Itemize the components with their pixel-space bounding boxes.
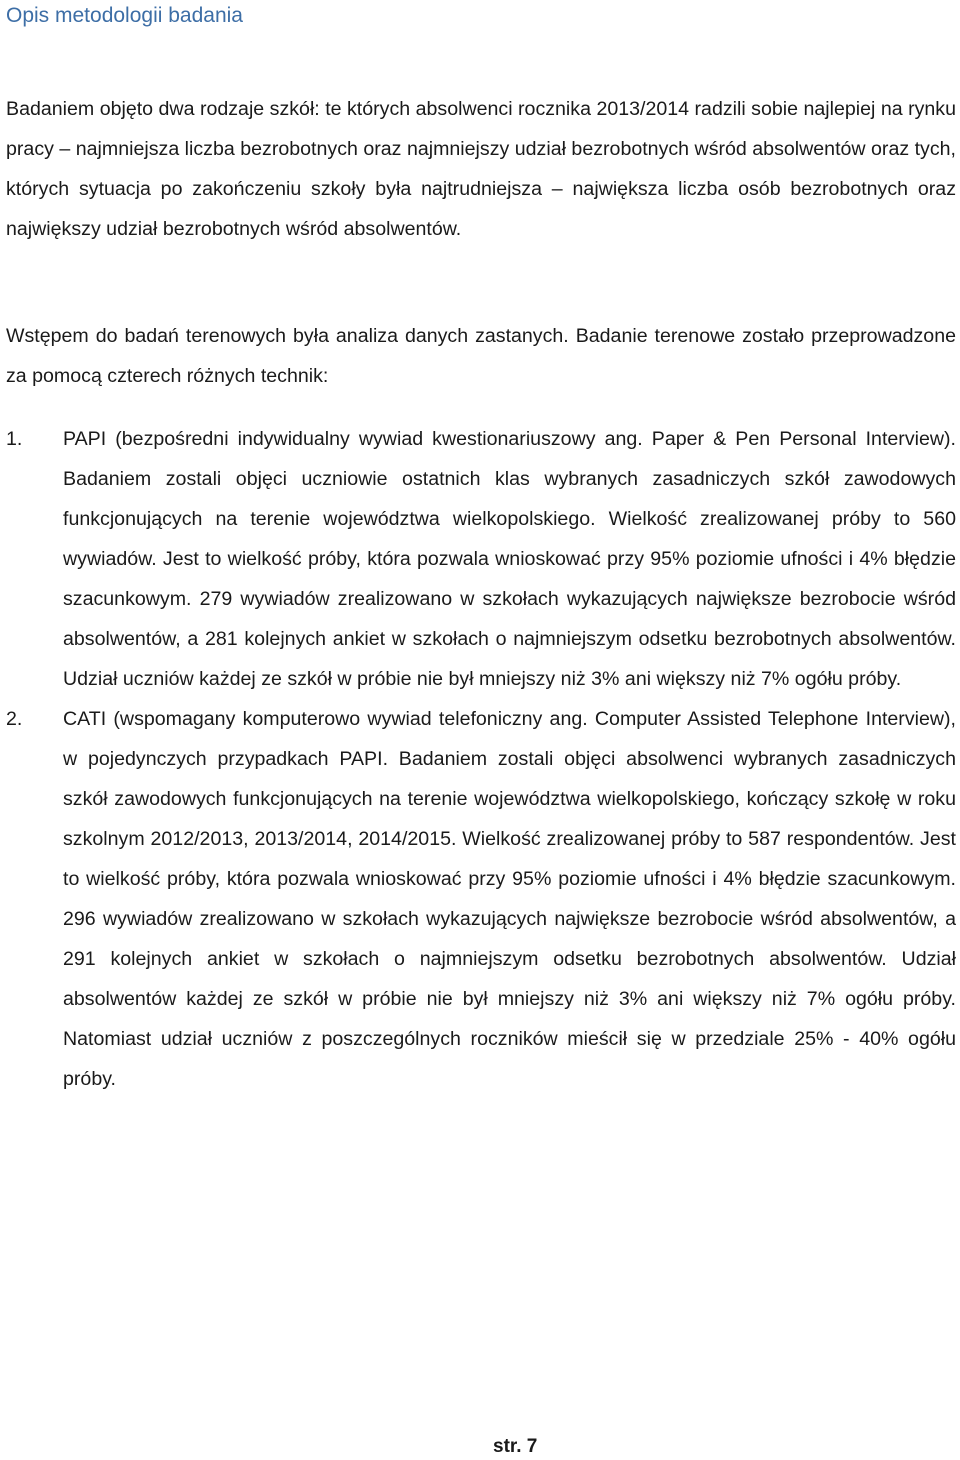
page-title: Opis metodologii badania: [6, 4, 243, 27]
list-item-papi: [6, 419, 956, 699]
list-item-text: PAPI (bezpośredni indywidualny wywiad kwestionariuszowy ang. Paper & Pen Personal Interview). Badaniem zostali objęci uczniowie ostatnich klas wybranych zasadniczych szkół zawodowych funkcjonujących na terenie województwa wielkopolskiego. Wielkość zrealizowanej próby to 560 wywiadów. Jest to wielkość próby, która pozwala wnioskować przy 95% poziomie ufności i 4% błędzie szacunkowym. 279 wywiadów zrealizowano w szkołach wykazujących największe bezrobocie wśród absolwentów, a 281 kolejnych ankiet w szkołach o najmniejszym odsetku bezrobotnych absolwentów. Udział uczniów każdej ze szkół w próbie nie był mniejszy niż 3% ani większy niż 7% ogółu próby.: [63, 428, 956, 690]
page-number: str. 7: [493, 1436, 538, 1457]
list-item-text: CATI (wspomagany komputerowo wywiad telefoniczny ang. Computer Assisted Telephone Interview), w pojedynczych przypadkach PAPI. Badaniem zostali objęci absolwenci wybranych zasadniczych szkół zawodowych funkcjonujących na terenie województwa wielkopolskiego, kończący szkołę w roku szkolnym 2012/2013, 2013/2014, 2014/2015. Wielkość zrealizowanej próby to 587 respondentów. Jest to wielkość próby, która pozwala wnioskować przy 95% poziomie ufności i 4% błędzie szacunkowym. 296 wywiadów zrealizowano w szkołach wykazujących największe bezrobocie wśród absolwentów, a 291 kolejnych ankiet w szkołach o najmniejszym odsetku bezrobotnych absolwentów. Udział absolwentów każdej ze szkół w próbie nie był mniejszy niż 3% ani większy niż 7% ogółu próby. Natomiast udział uczniów z poszczególnych roczników mieścił się w przedziale 25% - 40% ogółu próby.: [63, 708, 956, 1090]
intro-paragraph: Badaniem objęto dwa rodzaje szkół: te których absolwenci rocznika 2013/2014 radzili sobie najlepiej na rynku pracy – najmniejsza liczba bezrobotnych oraz najmniejszy udział bezrobotnych wśród absolwentów oraz tych, których sytuacja po zakończeniu szkoły była najtrudniejsza – największa liczba osób bezrobotnych oraz największy udział bezrobotnych wśród absolwentów.: [6, 98, 956, 240]
list-number: 2.: [6, 708, 23, 730]
techniques-intro-paragraph: Wstępem do badań terenowych była analiza danych zastanych. Badanie terenowe zostało przeprowadzone za pomocą czterech różnych technik:: [6, 325, 956, 387]
list-number: 1.: [6, 428, 23, 450]
techniques-list: [6, 419, 956, 1099]
list-item-cati: [6, 699, 956, 1099]
